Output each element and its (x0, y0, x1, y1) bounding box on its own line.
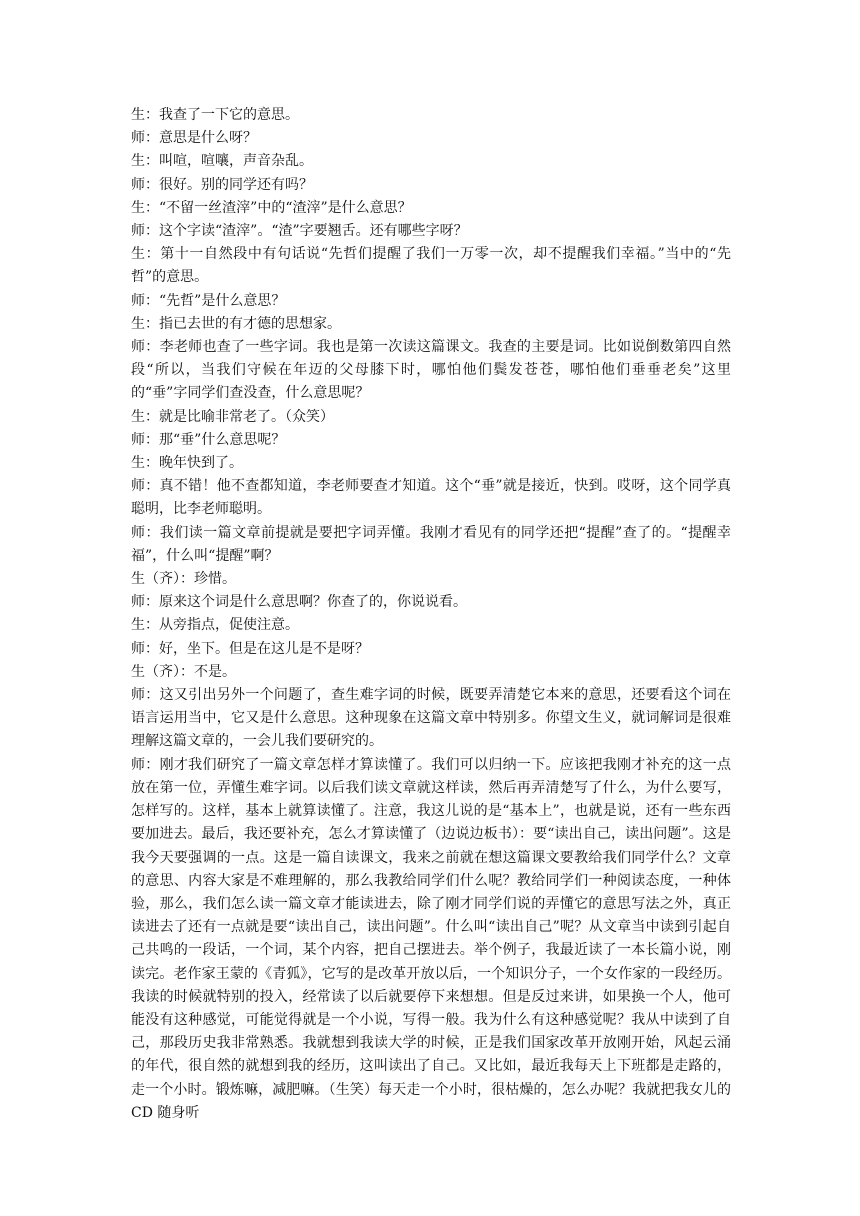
dialogue-line: 师：刚才我们研究了一篇文章怎样才算读懂了。我们可以归纳一下。应该把我刚才补充的这一点放在第一位，弄懂生难字词。以后我们读文章就这样读，然后再弄清楚写了什么，为什么要写，怎样写的。这样，基本上就算读懂了。注意，我这儿说的是“基本上”，也就是说，还有一些东西要加进去。最后，我还要补充，怎么才算读懂了（边说边板书）：要“读出自己，读出问题”。这是我今天要强调的一点。这是一篇自读课文，我来之前就在想这篇课文要教给我们同学什么？文章的意思、内容大家是不难理解的，那么我教给同学们什么呢？教给同学们一种阅读态度，一种体验，那么，我们怎么读一篇文章才能读进去，除了刚才同学们说的弄懂它的意思写法之外，真正读进去了还有一点就是要“读出自己，读出问题”。什么叫“读出自己”呢？从文章当中读到引起自己共鸣的一段话，一个词，某个内容，把自己摆进去。举个例子，我最近读了一本长篇小说，刚读完。老作家王蒙的《青狐》，它写的是改革开放以后，一个知识分子，一个女作家的一段经历。我读的时候就特别的投入，经常读了以后就要停下来想想。但是反过来讲，如果换一个人，他可能没有这种感觉，可能觉得就是一个小说，写得一般。我为什么有这种感觉呢？我从中读到了自己，那段历史我非常熟悉。我就想到我读大学的时候，正是我们国家改革开放刚开始，风起云涌的年代，很自然的就想到我的经历，这叫读出了自己。又比如，最近我每天上下班都是走路的，走一个小时。锻炼嘛，减肥嘛。（生笑）每天走一个小时，很枯燥的，怎么办呢？我就把我女儿的 CD 随身听 (131, 756, 731, 1121)
dialogue-line: 师：好，坐下。但是在这儿是不是呀？ (131, 640, 369, 657)
dialogue-line: 师：“先哲”是什么意思？ (131, 292, 286, 309)
dialogue-line: 生：就是比喻非常老了。（众笑） (131, 408, 334, 425)
dialogue-line: 生：指已去世的有才德的思想家。 (131, 315, 341, 332)
dialogue-line: 生：从旁指点，促使注意。 (131, 617, 299, 634)
dialogue-line: 生：叫喧，喧嚷，声音杂乱。 (131, 153, 313, 170)
dialogue-line: 师：原来这个词是什么意思啊？你查了的，你说说看。 (131, 594, 467, 611)
dialogue-line: 师：我们读一篇文章前提就是要把字词弄懂。我刚才看见有的同学还把“提醒”查了的。“提醒幸福”，什么叫“提醒”啊？ (131, 524, 731, 564)
dialogue-line: 生：“不留一丝渣滓”中的“渣滓”是什么意思？ (131, 199, 412, 216)
dialogue-line: 生：第十一自然段中有句话说“先哲们提醒了我们一万零一次，却不提醒我们幸福。”当中的“先哲”的意思。 (131, 246, 731, 286)
dialogue-line: 师：这个字读“渣滓”。“渣”字要翘舌。还有哪些字呀？ (131, 223, 468, 240)
dialogue-line: 生：晚年快到了。 (131, 455, 243, 472)
dialogue-line: 师：这又引出另外一个问题了，查生难字词的时候，既要弄清楚它本来的意思，还要看这个词在语言运用当中，它又是什么意思。这种现象在这篇文章中特别多。你望文生义，就词解词是很难理解这篇文章的，一会儿我们要研究的。 (131, 687, 731, 750)
document-page (131, 104, 731, 1125)
dialogue-line: 师：李老师也查了一些字词。我也是第一次读这篇课文。我查的主要是词。比如说倒数第四自然段“所以，当我们守候在年迈的父母膝下时，哪怕他们鬓发苍苍，哪怕他们垂垂老矣”这里的“垂”字同学们查没查，什么意思呢？ (131, 339, 731, 402)
dialogue-line: 师：真不错！他不查都知道，李老师要查才知道。这个“垂”就是接近，快到。哎呀，这个同学真聪明，比李老师聪明。 (131, 478, 731, 518)
dialogue-line: 师：很好。别的同学还有吗？ (131, 176, 313, 193)
dialogue-line: 师：那“垂”什么意思呢？ (131, 431, 286, 448)
dialogue-line: 生（齐）：不是。 (131, 663, 236, 680)
dialogue-line: 生（齐）：珍惜。 (131, 571, 236, 588)
dialogue-line: 生：我查了一下它的意思。 (131, 107, 299, 123)
dialogue-line: 师：意思是什么呀？ (131, 130, 257, 147)
